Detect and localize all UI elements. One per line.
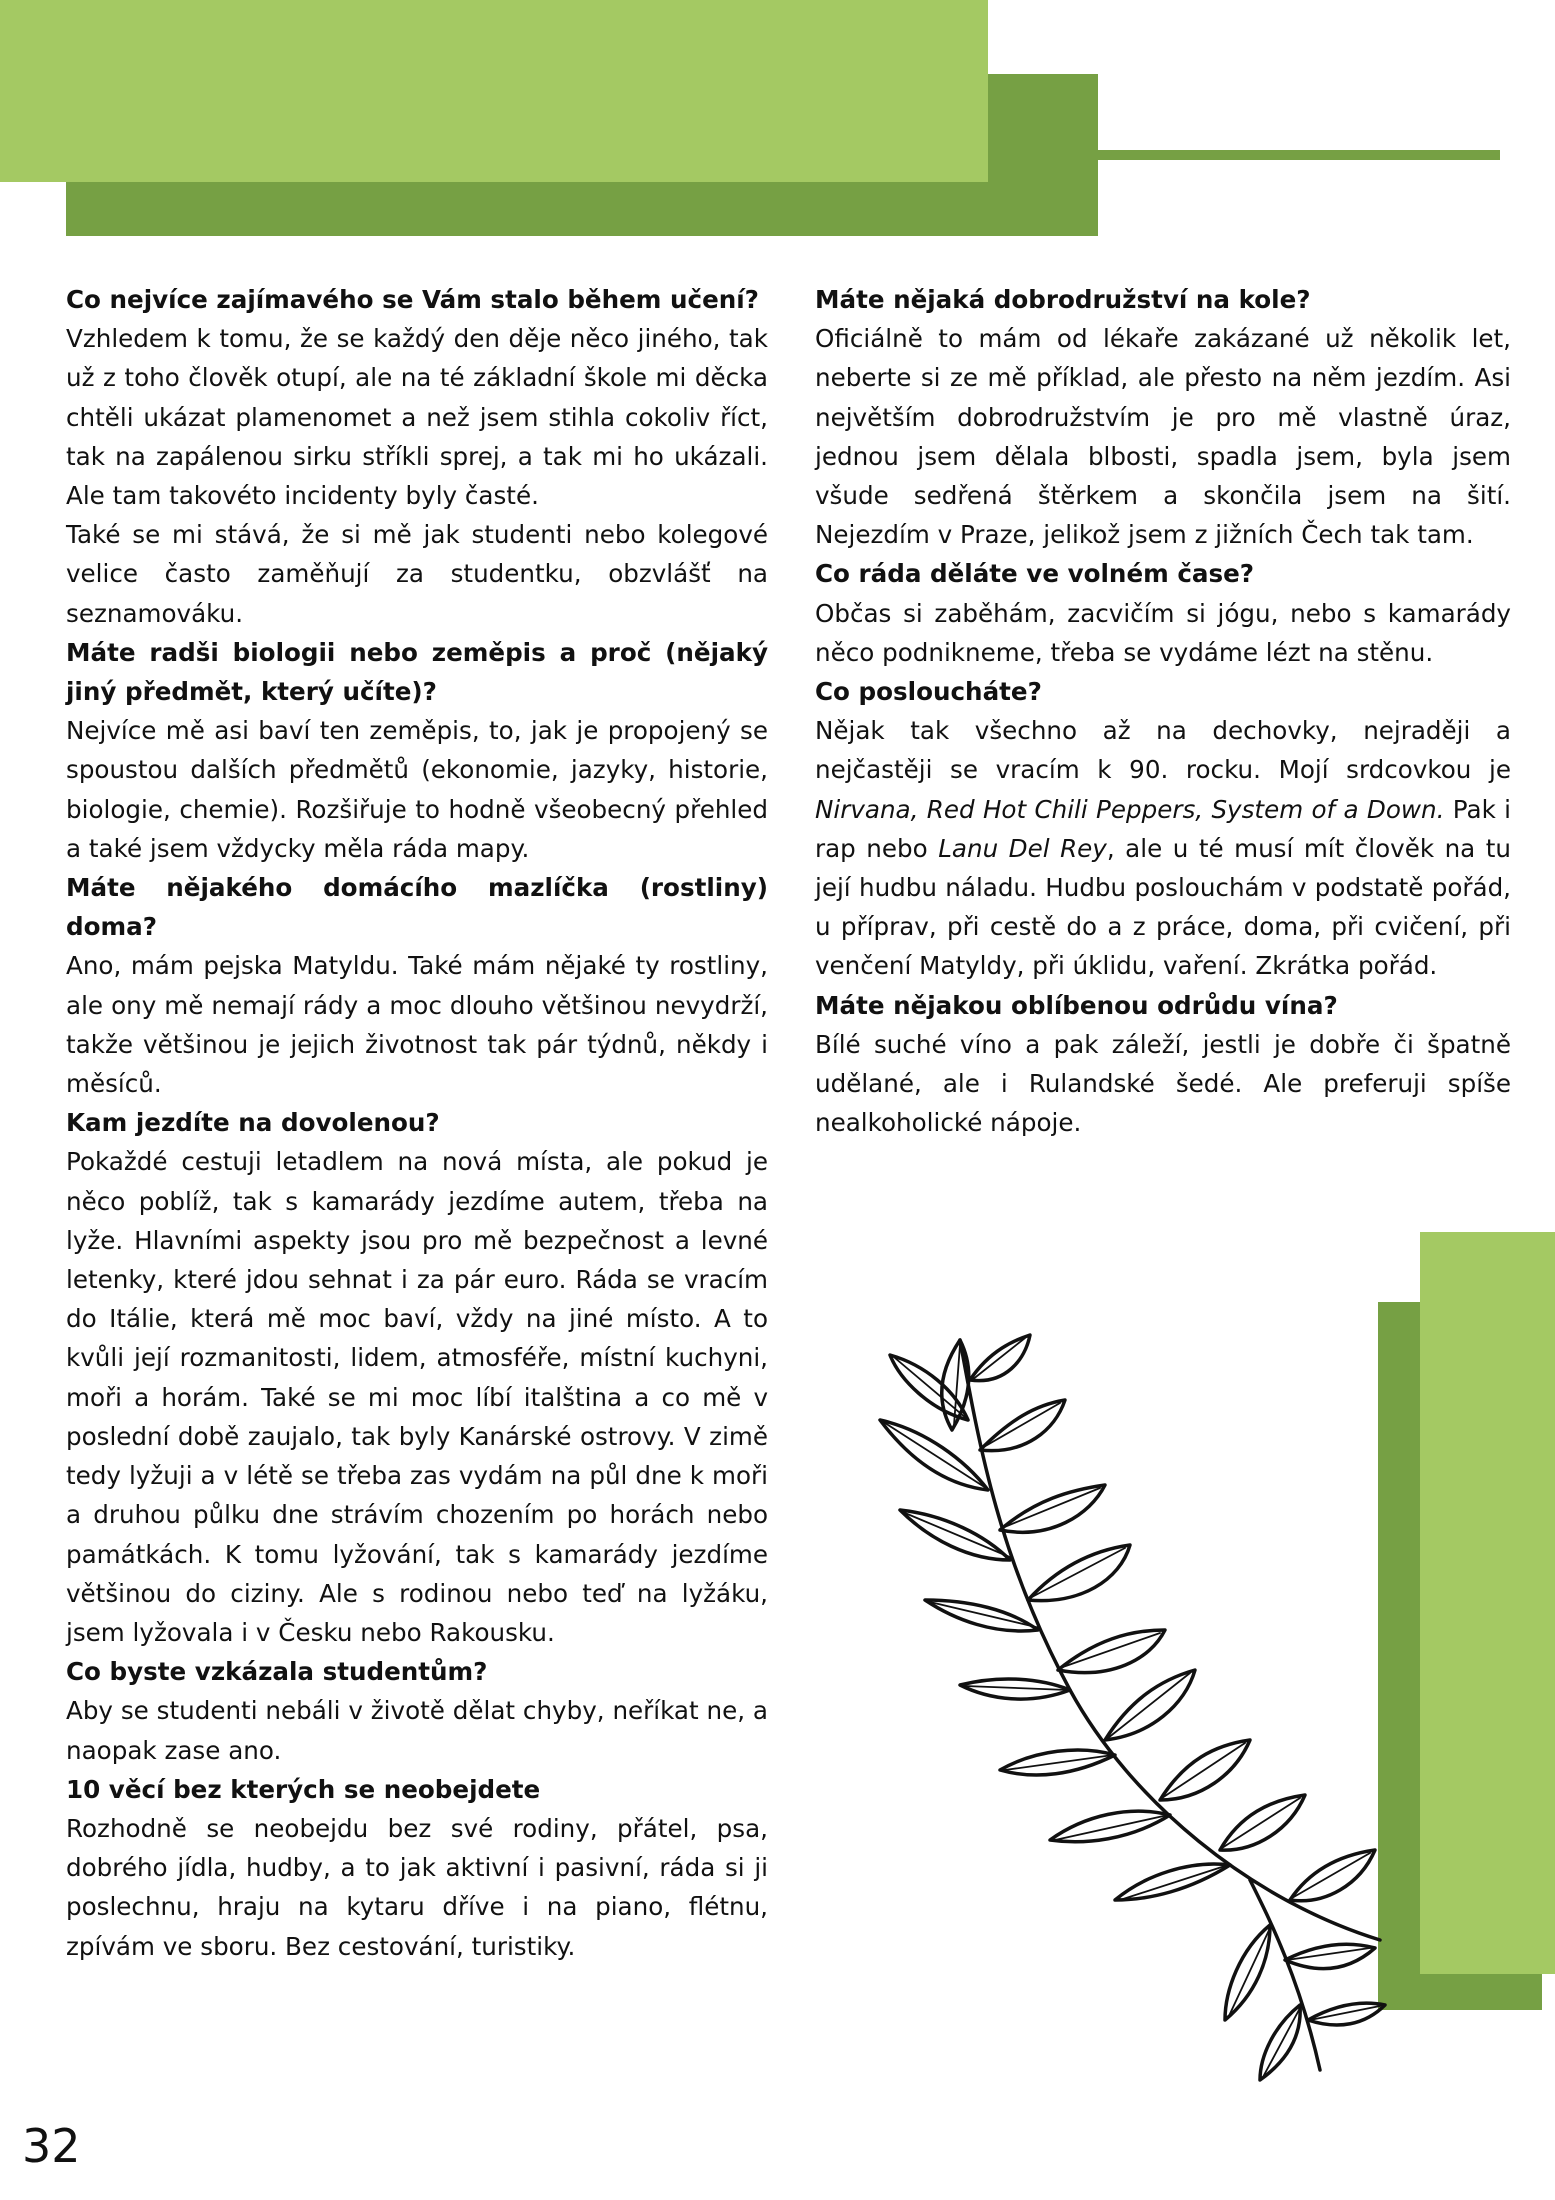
question-message: Co byste vzkázala studentům?	[66, 1657, 488, 1687]
side-bar-light	[1420, 1232, 1555, 1974]
left-column	[66, 280, 768, 1966]
answer-music-bands: Nirvana, Red Hot Chili Peppers, System of a Down.	[815, 794, 1445, 824]
answer-wine: Bílé suché víno a pak záleží, jestli je dobře či špatně udělané, ale i Rulandské šedé. Ale preferuji spíše nealkoholické nápoje.	[815, 1029, 1511, 1138]
answer-music-artist: Lanu Del Rey	[938, 833, 1107, 863]
answer-message: Aby se studenti nebáli v životě dělat chyby, neříkat ne, a naopak zase ano.	[66, 1696, 768, 1765]
leaf-branch-illustration	[830, 1300, 1410, 2090]
answer-teaching-2: Také se mi stává, že si mě jak studenti nebo kolegové velice často zaměňují za studentku, obzvlášť na seznamováku.	[66, 520, 768, 628]
answer-ten-things: Rozhodně se neobejdu bez své rodiny, přátel, psa, dobrého jídla, hudby, a to jak aktivní i pasivní, ráda si ji poslechnu, hraju na kytaru dříve i na piano, flétnu, zpívám ve sboru. Bez cestování, turistiky.	[66, 1813, 768, 1961]
answer-vacation: Pokaždé cestuji letadlem na nová místa, ale pokud je něco poblíž, tak s kamarády jezdíme autem, třeba na lyže. Hlavními aspekty jsou pro mě bezpečnost a levné letenky, které jdou sehnat i za pár euro. Ráda se vracím do Itálie, která mě moc baví, vždy na jiné místo. A to kvůli její rozmanitosti, lidem, atmosféře, místní kuchyni, moři a horám. Také se mi moc líbí italština a co mě v poslední době zaujalo, tak byly Kanárské ostrovy. V zimě tedy lyžuji a v létě se třeba zas vydám na půl dne k moři a druhou půlku dne strávím chozením po horách nebo památkách. K tomu lyžování, tak s kamarády jezdíme většinou do ciziny. Ale s rodinou nebo teď na lyžáku, jsem lyžovala i v Česku nebo Rakousku.	[66, 1147, 768, 1647]
right-column	[815, 280, 1511, 1142]
answer-bike: Oficiálně to mám od lékaře zakázané už několik let, neberte si ze mě příklad, ale přesto na něm jezdím. Asi největším dobrodružstvím je pro mě vlastně úraz, jednou jsem dělala blbosti, spadla jsem, byla jsem všude sedřená štěrkem a skončila jsem na šití. Nejezdím v Praze, jelikož jsem z jižních Čech tak tam.	[815, 324, 1511, 550]
header-line	[1098, 150, 1500, 160]
answer-music-text-1: Nějak tak všechno až na dechovky, nejraději a nejčastěji se vracím k 90. rocku. Mojí srdcovkou je	[815, 716, 1511, 785]
question-teaching: Co nejvíce zajímavého se Vám stalo během učení?	[66, 285, 759, 314]
question-ten-things: 10 věcí bez kterých se neobejdete	[66, 1774, 541, 1804]
question-subjects: Máte radši biologii nebo zeměpis a proč (nějaký jiný předmět, který učíte)?	[66, 637, 768, 707]
page-number: 32	[22, 2119, 81, 2173]
answer-teaching-1: Vzhledem k tomu, že se každý den děje něco jiného, tak už z toho člověk otupí, ale na té základní škole mi děcka chtěli ukázat plamenomet a než jsem stihla cokoliv říct, tak na zapálenou sirku stříkli sprej, a tak mi ho ukázali. Ale tam takovéto incidenty byly časté.	[66, 324, 768, 511]
answer-music-text-3: , ale u té musí mít člověk na tu její hudbu náladu. Hudbu poslouchám v podstatě pořád, u příprav, při cestě do a z práce, doma, při cvičení, při venčení Matyldy, při úklidu, vaření. Zkrátka pořád.	[815, 833, 1511, 981]
question-pets: Máte nějakého domácího mazlíčka (rostliny) doma?	[66, 873, 768, 942]
header-bar-light	[0, 0, 988, 182]
answer-free-time: Občas si zaběhám, zacvičím si jógu, nebo s kamarády něco podnikneme, třeba se vydáme lézt na stěnu.	[815, 598, 1511, 667]
question-wine: Máte nějakou oblíbenou odrůdu vína?	[815, 990, 1338, 1020]
answer-subjects: Nejvíce mě asi baví ten zeměpis, to, jak je propojený se spoustou dalších předmětů (ekonomie, jazyky, historie, biologie, chemie). Rozšiřuje to hodně všeobecný přehled a také jsem vždycky měla ráda mapy.	[66, 716, 768, 863]
answer-music	[815, 711, 1511, 985]
answer-pets: Ano, mám pejska Matyldu. Také mám nějaké ty rostliny, ale ony mě nemají rády a moc dlouho většinou nevydrží, takže většinou je jejich životnost tak pár týdnů, někdy i měsíců.	[66, 951, 768, 1099]
question-bike: Máte nějaká dobrodružství na kole?	[815, 285, 1311, 314]
answer-music-text-2: Pak i rap nebo	[815, 794, 1511, 863]
question-vacation: Kam jezdíte na dovolenou?	[66, 1108, 440, 1138]
question-free-time: Co ráda děláte ve volném čase?	[815, 559, 1255, 589]
question-music: Co posloucháte?	[815, 677, 1042, 707]
